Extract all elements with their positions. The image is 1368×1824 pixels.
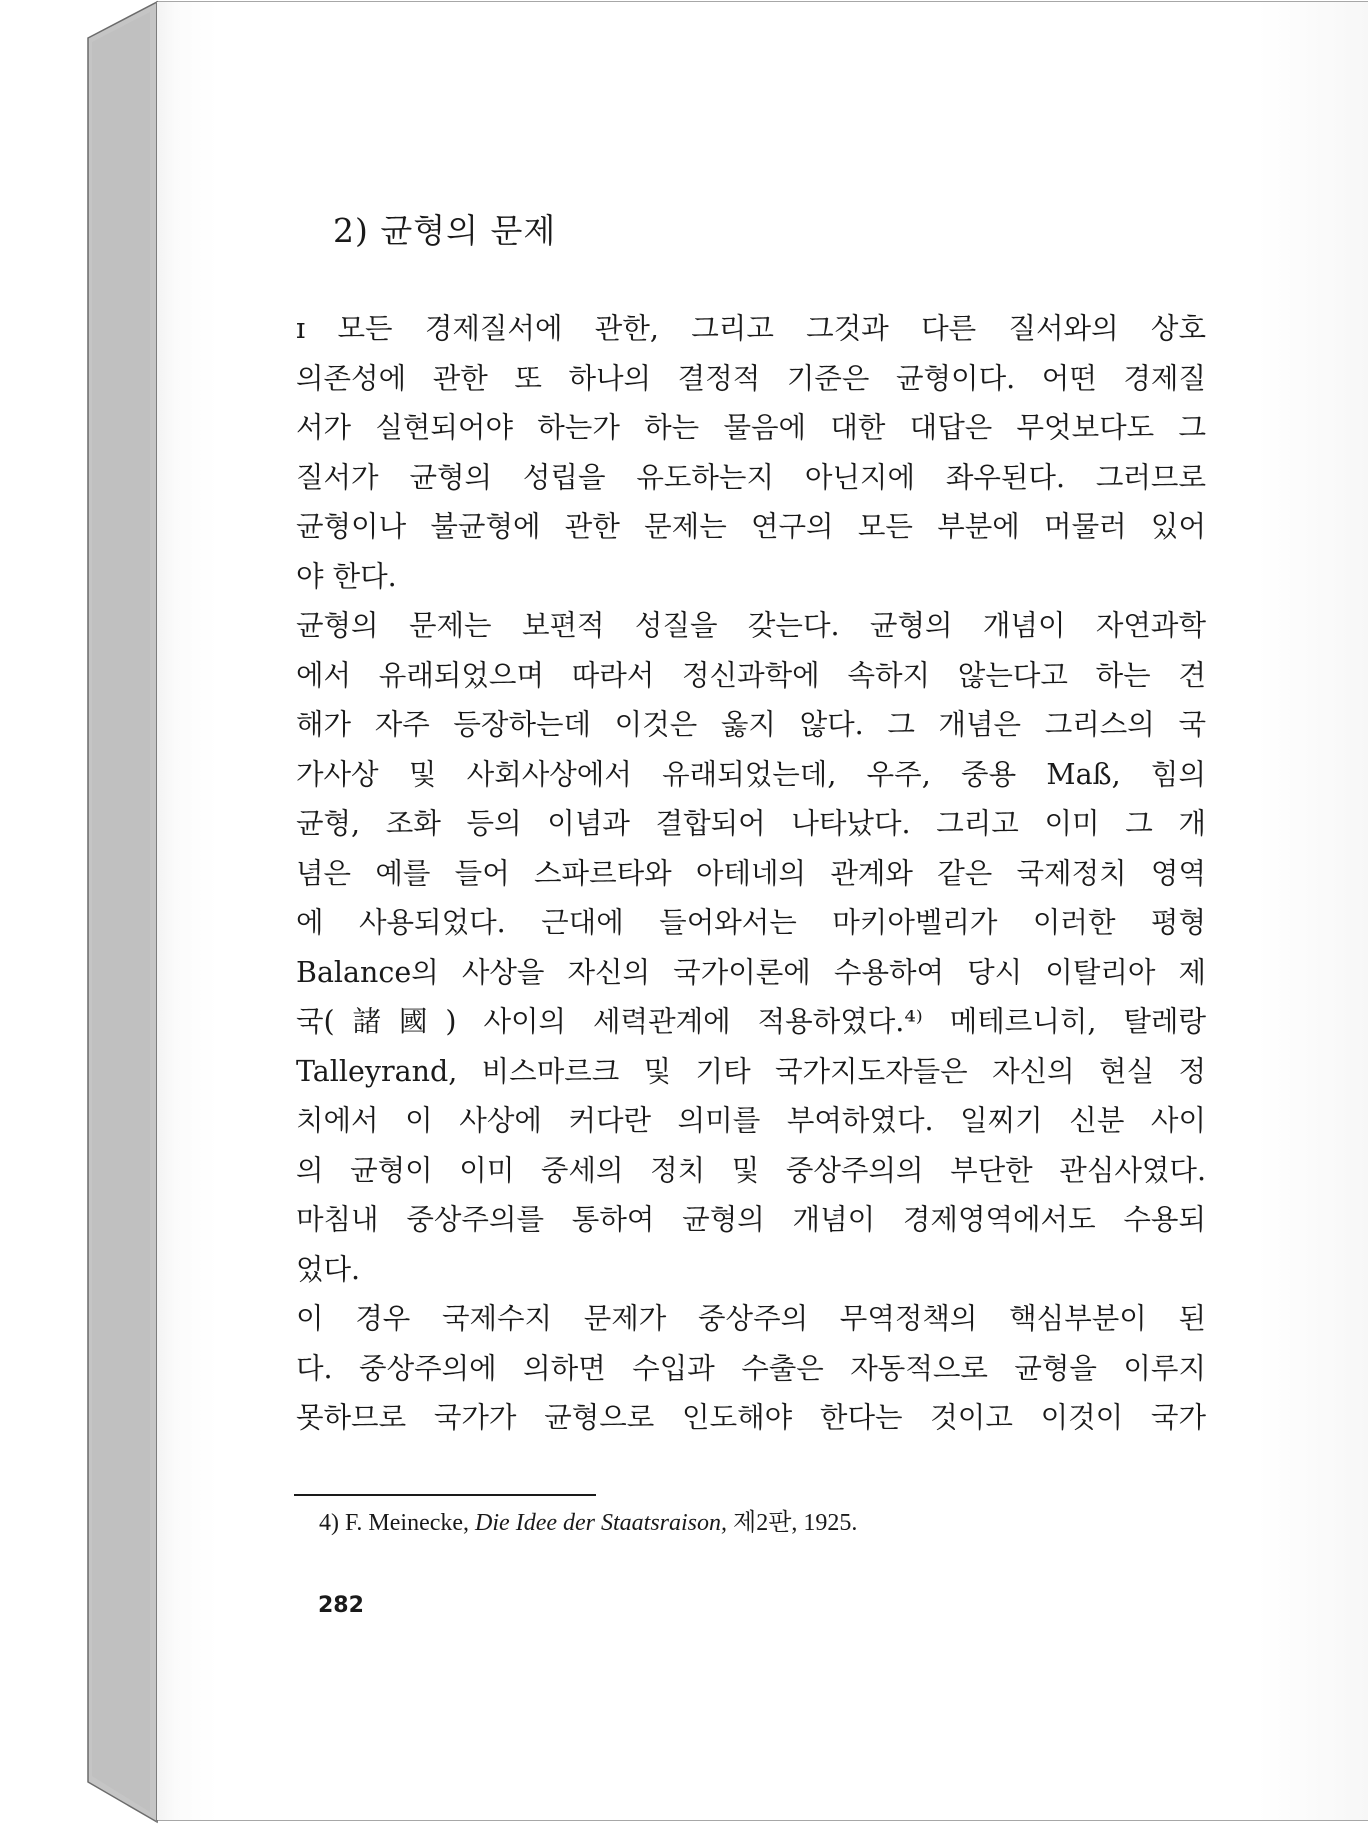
body-line: 마침내 중상주의를 통하여 균형의 개념이 경제영역에서도 수용되: [296, 1203, 1206, 1236]
body-text: [296, 304, 1206, 1443]
footnote-year: 1925.: [803, 1510, 858, 1536]
body-line: 치에서 이 사상에 커다란 의미를 부여하였다. 일찌기 신분 사이: [296, 1104, 1206, 1137]
body-line: 의 균형이 이미 중세의 정치 및 중상주의의 부단한 관심사였다.: [296, 1153, 1206, 1187]
body-line: 국(諸國) 사이의 세력관계에 적용하였다.⁴⁾ 메테르니히, 탈레랑: [296, 1005, 1206, 1038]
body-line: 에서 유래되었으며 따라서 정신과학에 속하지 않는다고 하는 견: [296, 658, 1206, 692]
body-line: 야 한다.: [296, 559, 397, 593]
footnote-number: 4): [319, 1510, 339, 1536]
footnote-divider: [294, 1494, 596, 1496]
page-number: 282: [318, 1593, 364, 1618]
body-line: 이 경우 국제수지 문제가 중상주의 무역정책의 핵심부분이 된: [296, 1302, 1206, 1335]
body-line: 서가 실현되어야 하는가 하는 물음에 대한 대답은 무엇보다도 그: [296, 411, 1206, 444]
body-line: 질서가 균형의 성립을 유도하는지 아닌지에 좌우된다. 그러므로: [296, 460, 1206, 494]
body-line: 가사상 및 사회사상에서 유래되었는데, 우주, 중용 Maß, 힘의: [296, 757, 1206, 791]
body-line: 에 사용되었다. 근대에 들어와서는 마키아벨리가 이러한 평형: [296, 906, 1206, 939]
body-line: 균형이나 불균형에 관한 문제는 연구의 모든 부분에 머물러 있어: [296, 510, 1206, 543]
body-line: 균형, 조화 등의 이념과 결합되어 나타났다. 그리고 이미 그 개: [296, 807, 1206, 840]
footnote-edition: 제2판,: [733, 1510, 798, 1536]
body-line: 균형의 문제는 보편적 성질을 갖는다. 균형의 개념이 자연과학: [296, 609, 1206, 642]
body-line: 못하므로 국가가 균형으로 인도해야 한다는 것이고 이것이 국가: [296, 1401, 1206, 1434]
body-line: Talleyrand, 비스마르크 및 기타 국가지도자들은 자신의 현실 정: [296, 1054, 1206, 1088]
body-line: 다. 중상주의에 의하면 수입과 수출은 자동적으로 균형을 이루지: [296, 1351, 1206, 1385]
footnote-author: F. Meinecke,: [345, 1510, 470, 1536]
body-line: 었다.: [296, 1252, 361, 1286]
body-line: 해가 자주 등장하는데 이것은 옳지 않다. 그 개념은 그리스의 국: [296, 708, 1206, 741]
body-line: Balance의 사상을 자신의 국가이론에 수용하여 당시 이탈리아 제: [296, 955, 1206, 989]
body-line: 념은 예를 들어 스파르타와 아테네의 관계와 같은 국제정치 영역: [296, 856, 1206, 890]
footnote: [319, 1502, 857, 1537]
body-line: ɪ 모든 경제질서에 관한, 그리고 그것과 다른 질서와의 상호: [296, 312, 1206, 345]
footnote-title: Die Idee der Staatsraison,: [475, 1510, 728, 1536]
body-line: 의존성에 관한 또 하나의 결정적 기준은 균형이다. 어떤 경제질: [296, 361, 1206, 395]
section-title: 2) 균형의 문제: [333, 211, 557, 250]
